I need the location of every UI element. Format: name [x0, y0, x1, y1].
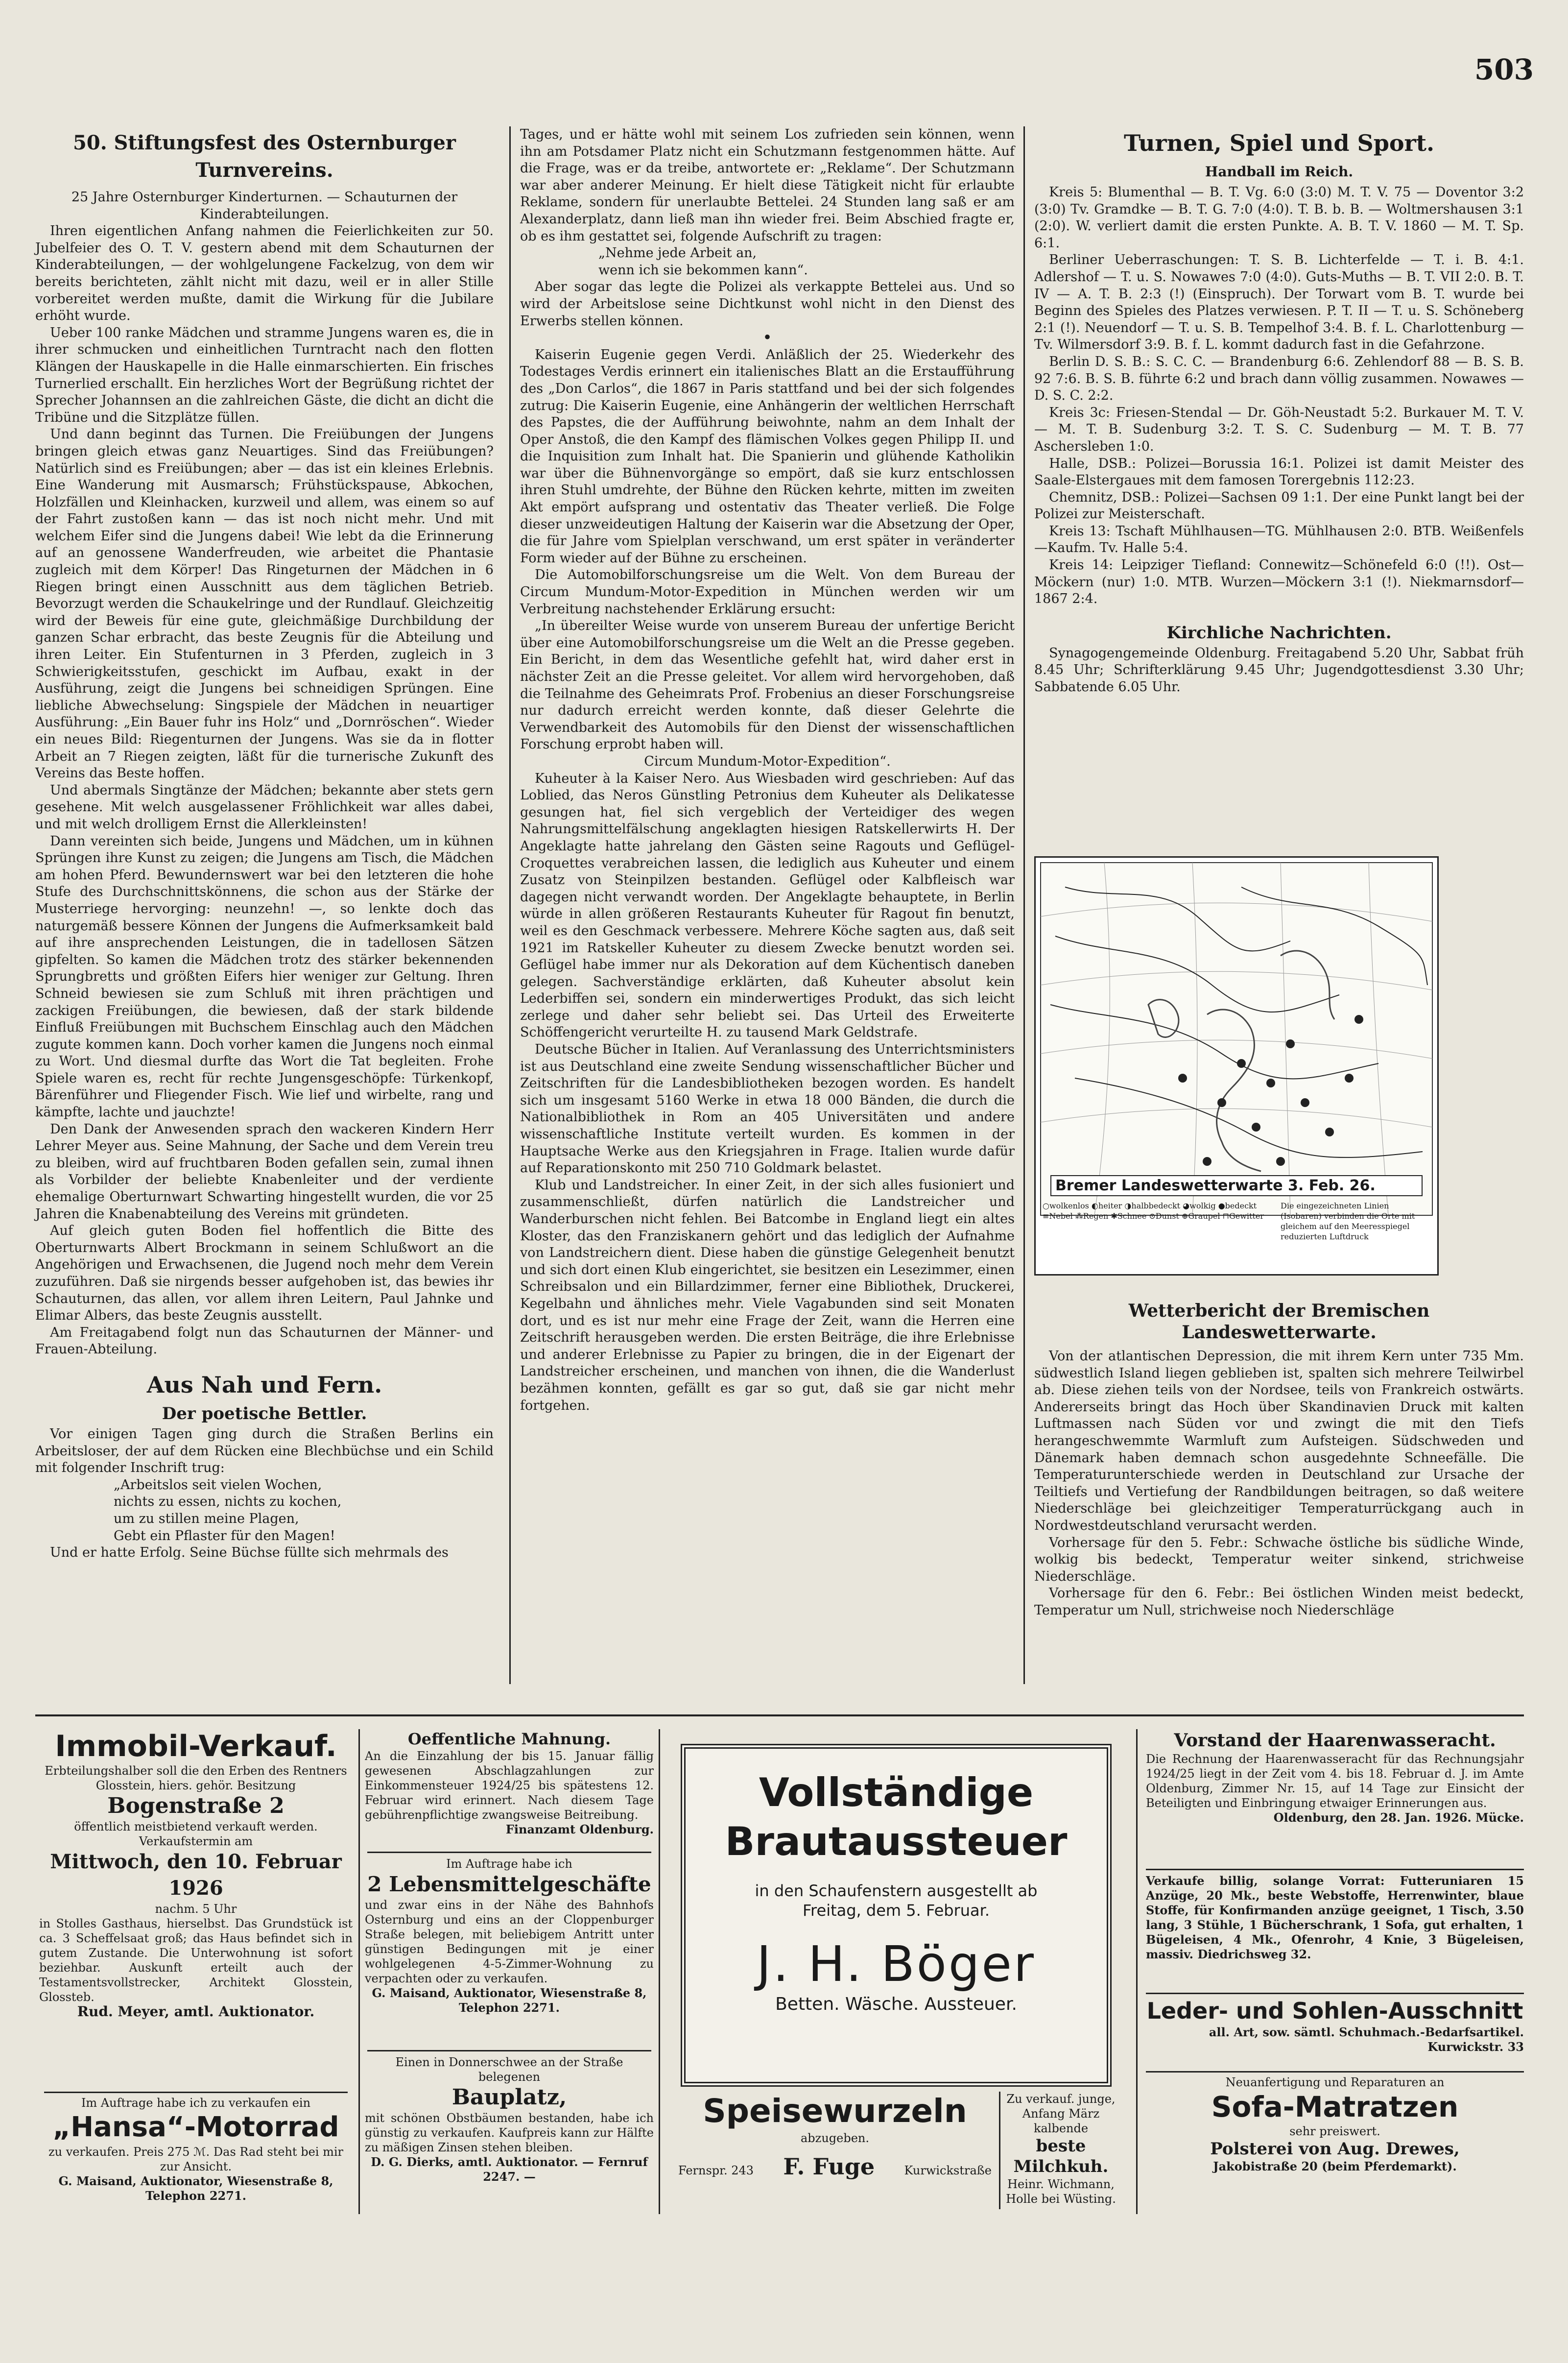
paragraph: Ihren eigentlichen Anfang nahmen die Feierlichkeiten zur 50. Jubelfeier des O. T. V. gestern abend mit dem Schauturnen der Kinderabteilungen, — der wohlgelungene Fackelzug, von dem wir bereits berichteten, zählt nicht mit dazu, weil er in aller Stille vorbereitet werden mußte, damit die Wirkung für die Jubilare erhöht wurde.: [35, 223, 494, 324]
paragraph: Tages, und er hätte wohl mit seinem Los zufrieden sein können, wenn ihn am Potsdamer Platz nicht ein Schutzmann festgenommen hätte. Auf die Frage, was er da treibe, antwortete er: „Reklame“. Der Schutzmann war aber anderer Meinung. Er hielt diese Tätigkeit nicht für erlaubte Reklame, sondern für unerlaubte Bettelei. 24 Stunden lang saß er am Alexanderplatz, dann ließ man ihn wieder frei. Beim Abschied fragte er, ob es ihm gestattet sei, folgende Aufschrift zu tragen:: [520, 127, 1015, 244]
paragraph: Am Freitagabend folgt nun das Schauturnen der Männer- und Frauen-Abteilung.: [35, 1325, 494, 1357]
ad-separator: [1146, 1869, 1524, 1870]
poem-line: nichts zu essen, nichts zu kochen,: [114, 1494, 342, 1510]
paragraph: Deutsche Bücher in Italien. Auf Veranlassung des Unterrichtsministers ist aus Deutschland eine zweite Sendung wissenschaftlicher Bücher und Zeitschriften für die Landesbibliotheken bezogen worden. Es handelt sich um insgesamt 5160 Werke in etwa 18 000 Bänden, die durch die Nationalbibliothek in Rom an 405 Universitäten und andere wissenschaftliche Institute verteilt wurden. Es kommen in der Hauptsache Werke aus den Kriegsjahren in Frage. Italien wurde dafür auf Reparationskonto mit 250 710 Goldmark belastet.: [520, 1042, 1015, 1176]
poem-line: „Nehme jede Arbeit an,: [598, 245, 757, 261]
ad-verkaufe-billig: [1146, 1874, 1524, 1991]
ad-date: Mittwoch, den 10. Februar 1926: [50, 1850, 342, 1900]
paragraph: Kreis 3c: Friesen-Stendal — Dr. Göh-Neustadt 5:2. Burkauer M. T. V. — M. T. B. Sudenburg 3:2. T. S. C. Sudenburg — M. T. B. 77 Aschersleben 1:0.: [1034, 405, 1524, 454]
ad-signature: Oldenburg, den 28. Jan. 1926. Mücke.: [1273, 1810, 1524, 1825]
article-title-stiftungsfest: 50. Stiftungsfest des Osternburger Turnvereins.: [73, 131, 456, 182]
ad-text: all. Art, sow. sämtl. Schuhmach.-Bedarfsartikel. Kurwickstr. 33: [1209, 2025, 1524, 2054]
ad-street: Kurwickstraße: [904, 2164, 992, 2177]
paragraph: Berliner Ueberraschungen: T. S. B. Lichterfelde — T. i. B. 4:1. Adlershof — T. u. S. Nowawes 7:0 (4:0). Guts-Muths — B. T. VII 2:0. B. T. IV — A. T. B. 2:3 (!) (Einspruch). Der Torwart vom B. T. wurde bei Beginn des Spieles des Platzes verwiesen. P. T. II — T. u. S. Schöneberg 2:1 (!). Neuendorf — T. u. S. B. Tempelhof 3:4. B. f. L. Charlottenburg — Tv. Wilmersdorf 3:9. B. f. L. kommt dadurch fast in die Gefahrzone.: [1034, 252, 1524, 353]
ad-text: in Stolles Gasthaus, hierselbst. Das Grundstück ist ca. 3 Scheffelsaat groß; das Haus befindet sich in gutem Zustande. Die Unterwohnung ist sofort beziehbar. Auskunft erteilt auch der Testamentsvollstrecker, Architekt Glosstein, Glossteb.: [39, 1917, 353, 2004]
ad-signature: G. Maisand, Auktionator, Wiesenstraße 8, Telephon 2271.: [58, 2174, 333, 2203]
ad-time: nachm. 5 Uhr: [155, 1902, 237, 1916]
ad-signature: G. Maisand, Auktionator, Wiesenstraße 8, Telephon 2271.: [372, 1986, 647, 2015]
ad-title: Vorstand der Haarenwasseracht.: [1174, 1730, 1496, 1751]
ad-subtitle: Betten. Wäsche. Aussteuer.: [775, 1994, 1017, 2014]
ad-title: Sofa-Matratzen: [1211, 2090, 1459, 2123]
ad-separator: [367, 1852, 651, 1853]
ad-brautaussteuer: [681, 1744, 1112, 2087]
article-title-bettler: Der poetische Bettler.: [162, 1403, 367, 1423]
paragraph: Und dann beginnt das Turnen. Die Freiübungen der Jungens bringen gleich etwas ganz Neuartiges. Sind das Freiübungen? Natürlich sind es Freiübungen; aber — das ist ein kleines Erlebnis. Eine Wanderung mit Ausmarsch; Frühstückspause, Abkochen, Holzfällen und Kleinhacken, kurzweil und allem, was einem so auf der Fahrt zustoßen kann — das ist noch nicht mehr. Und mit welchem Eifer sind die Jungens dabei! Wie lebt da die Erinnerung auf an genossene Wanderfreuden, wie arbeitet die Phantasie zugleich mit dem Körper! Das Ringeturnen der Mädchen in 6 Riegen bringt einen Ausschnitt aus dem täglichen Betrieb. Bevorzugt werden die Schaukelringe und der Rundlauf. Gleichzeitig wird der Beweis für eine gute, gleichmäßige Durchbildung der ganzen Schar erbracht, das beste Zeugnis für die Abteilung und ihren Leiter. Ein Stufenturnen in 3 Pferden, zugleich in 3 Schwierigkeitsstufen, geschickt im Aufbau, exakt in der Ausführung, zeigt die Jungens bei schneidigen Sprüngen. Eine liebliche Abwechselung: Singspiele der Mädchen in neuartiger Ausführung: „Ein Bauer fuhr ins Holz“ und „Dornröschen“. Wieder ein neues Bild: Riegenturnen der Jungens. Was sie da in flotter Arbeit an 7 Riegen zeigten, läßt für die turnerische Zukunft des Vereins das Beste hoffen.: [35, 427, 494, 781]
ad-text: Im Auftrage habe ich zu verkaufen ein: [81, 2096, 311, 2110]
ad-text: Im Auftrage habe ich: [446, 1857, 572, 1871]
weather-map-legend-left: ○wolkenlos ◐heiter ◑halbbedeckt ◕wolkig ●bedeckt ≡Nebel ⁂Regen ✱Schnee ⊙Dunst ⊕Graupel ⊓Gewitter: [1043, 1201, 1264, 1221]
paragraph: Kaiserin Eugenie gegen Verdi. Anläßlich der 25. Wiederkehr des Todestages Verdis erinnert ein italienisches Blatt an die Erstaufführung des „Don Carlos“, die 1867 in Paris stattfand und bei der sich folgendes zutrug: Die Kaiserin Eugenie, eine Anhängerin der weltlichen Herrschaft des Papstes, die der Aufführung beiwohnte, nahm an dem Inhalt der Oper Anstoß, die den Kampf des flämischen Volkes gegen Philipp II. und die Inquisition zum Inhalt hat. Die Spanierin und glühende Katholikin war über die Bühnenvorgänge so empört, daß sie kurz entschlossen ihren Stuhl umdrehte, der Bühne den Rücken kehrte, mitten im zweiten Akt empört aufsprang und ostentativ das Theater verließ. Die Folge dieser unzweideutigen Haltung der Kaiserin war die Absetzung der Oper, die für Jahre vom Spielplan verschwand, um erst später in veränderter Form wieder auf der Bühne zu erscheinen.: [520, 347, 1015, 566]
ad-title: „Hansa“-Motorrad: [52, 2111, 339, 2143]
paragraph: Auf gleich guten Boden fiel hoffentlich die Bitte des Oberturnwarts Albert Brockmann in seinem Schlußwort an die Angehörigen und Erwachsenen, die Jugend noch mehr dem Verein zuzuführen. Daß sie nirgends besser aufgehoben ist, das bewies ihr Schauturnen, das allen, vor allem ihren Leitern, Paul Jahnke und Elimar Albers, das beste Zeugnis ausstellt.: [35, 1223, 494, 1324]
ad-column-divider: [1136, 1729, 1138, 2214]
ad-title: Immobil-Verkauf.: [55, 1729, 337, 1763]
ad-text: Einen in Donnerschwee an der Straße belegenen: [395, 2055, 623, 2084]
paragraph: Vorhersage für den 5. Febr.: Schwache östliche bis südliche Winde, wolkig bis bedeckt, Temperatur weiter sinkend, strichweise Niederschläge.: [1034, 1535, 1524, 1584]
paragraph: Berlin D. S. B.: S. C. C. — Brandenburg 6:6. Zehlendorf 88 — B. S. B. 92 7:6. B. S. B. führte 6:2 und brach dann völlig zusammen. Nowawes — D. S. C. 2:2.: [1034, 354, 1524, 404]
ad-company-name: J. H. Böger: [757, 1935, 1036, 1993]
ad-footer: [678, 2153, 992, 2180]
ad-separator: [1146, 1993, 1524, 1994]
weather-report: [1034, 1297, 1524, 1619]
ad-text: zu verkaufen. Preis 275 ℳ. Das Rad steht bei mir zur Ansicht.: [48, 2145, 343, 2173]
paragraph: Klub und Landstreicher. In einer Zeit, in der sich alles fusioniert und zusammenschließt, dürfen natürlich die Landstreicher und Wanderburschen nicht fehlen. Bei Batcombe in England liegt ein altes Kloster, das den Franziskanern gehört und das lediglich der Aufnahme von Landstreichern dient. Diese haben die günstige Gelegenheit benutzt und sich dort einen Klub eingerichtet, sie besitzen ein Lesezimmer, einen Schreibsalon und ein Billardzimmer, ferner eine Bibliothek, Druckerei, Kegelbahn und ähnliches mehr. Viele Vagabunden sind seit Monaten dort, und es ist nur mehr eine Frage der Zeit, wann die Herren eine Zeitschrift herausgeben werden. Die ersten Beiträge, die ihre Erlebnisse und anderer Erlebnisse zu Papier zu bringen, die in der Eigenart der Landstreicher erscheinen, und manchen von ihnen, die die Wanderlust bezähmen konnten, gefällt es gar so gut, daß sie gar nicht mehr fortgehen.: [520, 1177, 1015, 1413]
paragraph: Kreis 13: Tschaft Mühlhausen—TG. Mühlhausen 2:0. BTB. Weißenfels—Kaufm. Tv. Halle 5:4.: [1034, 523, 1524, 556]
ad-leder-sohlen: [1146, 1997, 1524, 2070]
paragraph: Und abermals Singtänze der Mädchen; bekannte aber stets gern gesehene. Mit welch ausgelassener Fröhlichkeit war alles dabei, und mit welch drolligem Ernst die Allerkleinsten!: [35, 782, 494, 832]
ad-title: Oeffentliche Mahnung.: [407, 1730, 611, 1748]
column-1: [35, 126, 494, 1562]
column-divider: [509, 126, 511, 1684]
weather-map-caption: Bremer Landeswetterwarte 3. Feb. 26.: [1050, 1175, 1423, 1196]
ad-signature: Rud. Meyer, amtl. Auktionator.: [77, 2003, 315, 2020]
ad-lebensmittelgeschaefte: [365, 1857, 654, 2052]
column-2: [520, 126, 1015, 1414]
paragraph: Vorhersage für den 6. Febr.: Bei östlichen Winden meist bedeckt, Temperatur um Null, strichweise noch Niederschläge: [1034, 1586, 1524, 1618]
ad-sofa-matratzen: [1146, 2075, 1524, 2212]
ad-address: Bogenstraße 2: [107, 1793, 285, 1818]
ad-speisewurzeln: [678, 2092, 992, 2209]
ad-separator: [367, 2050, 651, 2051]
ad-text: mit schönen Obstbäumen bestanden, habe ich günstig zu verkaufen. Kaufpreis kann zur Hälfte zu mäßigen Zinsen stehen bleiben.: [365, 2111, 654, 2154]
separator-star: •: [763, 330, 772, 346]
paragraph: Vor einigen Tagen ging durch die Straßen Berlins ein Arbeitsloser, der auf dem Rücken eine Blechbüchse und ein Schild mit folgender Inschrift trug:: [35, 1426, 494, 1476]
ad-text: in den Schaufenstern ausgestellt ab Freitag, dem 5. Februar.: [755, 1881, 1038, 1920]
ad-hansa-motorrad: [39, 2096, 353, 2213]
section-title-aus-nah-und-fern: Aus Nah und Fern.: [146, 1371, 382, 1398]
column-3: [1034, 126, 1524, 696]
ads-divider: [35, 1714, 1524, 1716]
paragraph: Kreis 14: Leipziger Tiefland: Connewitz—Schönefeld 6:0 (!!). Ost—Möckern (nur) 1:0. MTB. Wurzen—Möckern 3:1 (!). Niekmarnsdorf—1867 2:4.: [1034, 557, 1524, 607]
paragraph: Aber sogar das legte die Polizei als verkappte Bettelei aus. Und so wird der Arbeitslose seine Dichtkunst wohl nicht in den Dienst des Erwerbs stellen können.: [520, 279, 1015, 329]
signature: Circum Mundum-Motor-Expedition“.: [644, 753, 891, 769]
paragraph: Kreis 5: Blumenthal — B. T. Vg. 6:0 (3:0) M. T. V. 75 — Doventor 3:2 (3:0) Tv. Gramdke — B. T. G. 7:0 (4:0). T. B. b. B. — Woltmershausen 3:1 (2:0). W. verliert damit die ersten Punkte. A. B. T. V. 1860 — M. T. Sp. 6:1.: [1034, 185, 1524, 251]
ad-text: und zwar eins in der Nähe des Bahnhofs Osternburg und eins an der Cloppenburger Straße belegen, mit beliebigem Antritt unter günstigen Bedingungen mit je einer wohlgelegenen 4-5-Zimmer-Wohnung zu verpachten oder zu verkaufen.: [365, 1898, 654, 1985]
paragraph: Die Automobilforschungsreise um die Welt. Von dem Bureau der Circum Mundum-Motor-Expedition in München werden wir um Verbreitung nachstehender Erklärung ersucht:: [520, 567, 1015, 617]
ad-title-line2: Brautaussteuer: [725, 1819, 1068, 1864]
ad-separator: [44, 2092, 348, 2093]
ad-company-name: Polsterei von Aug. Drewes,: [1210, 2139, 1460, 2159]
ad-title: Bauplatz,: [451, 2085, 567, 2110]
paragraph: Synagogengemeinde Oldenburg. Freitagabend 5.20 Uhr, Sabbat früh 8.45 Uhr; Schrifterklärung 9.45 Uhr; Jugendgottesdienst 3.30 Uhr; Sabbatende 6.05 Uhr.: [1034, 645, 1524, 695]
paragraph: Von der atlantischen Depression, die mit ihrem Kern unter 735 Mm. südwestlich Island liegen geblieben ist, spalten sich mehrere Teilwirbel ab. Diese ziehen teils von der Nordsee, teils von Frankreich ostwärts. Andererseits bringt das Hoch über Skandinavien Druck mit kalten Luftmassen nach Süden vor und zwingt die mit den Tiefs herangeschwemmte Warmluft zum Aufsteigen. Südschweden und Dänemark haben demnach schon ausgedehnte Schneefälle. Die Temperaturunterschiede werden in Deutschland zur Ursache der Teiltiefs und Vertiefung der Randbildungen beitragen, so daß weitere Niederschläge bei gleichzeitiger Temperaturrückgang auch in Nordwestdeutschland verursacht werden.: [1034, 1349, 1524, 1533]
ad-text: Die Rechnung der Haarenwasseracht für das Rechnungsjahr 1924/25 liegt in der Zeit vom 4. bis 18. Februar d. J. im Amte Oldenburg, Zimmer Nr. 15, auf 14 Tage zur Einsicht der Beteiligten und Einbringung etwaiger Erinnerungen aus.: [1146, 1752, 1524, 1810]
paragraph: Ueber 100 ranke Mädchen und stramme Jungens waren es, die in ihrer schmucken und einheitlichen Turntracht nach den flotten Klängen der Hauskapelle in die Halle einmarschierten. Ein frisches Turnerlied erschallt. Ein herzliches Wort der Begrüßung richtet der Sprecher Johannsen an die zahlreichen Gäste, die dicht an dicht die Tribüne und die Sitzplätze füllen.: [35, 325, 494, 425]
ad-column-divider: [659, 1729, 660, 2214]
ad-text: Verkaufe billig, solange Vorrat: Futteruniaren 15 Anzüge, 20 Mk., beste Webstoffe, Herrenwinter, blaue Stoffe, für Konfirmanden anzüge geeignet, 1 Tisch, 3.50 lang, 3 Stühle, 1 Bücherschrank, 1 Sofa, gut erhalten, 1 Bügeleisen, 4 Mk., Ofenrohr, 4 Knie, 3 Bügeleisen, massiv. Diedrichsweg 32.: [1146, 1874, 1524, 1961]
ad-text: abzugeben.: [801, 2131, 869, 2145]
paragraph: Und er hatte Erfolg. Seine Büchse füllte sich mehrmals des: [50, 1545, 449, 1561]
section-title-wetterbericht: Wetterbericht der Bremischen Landeswetterwarte.: [1128, 1301, 1430, 1343]
paragraph: Den Dank der Anwesenden sprach den wackeren Kindern Herr Lehrer Meyer aus. Seine Mahnung, der Sache und dem Verein treu zu bleiben, wird auf fruchtbaren Boden gefallen sein, zumal ihnen als Vorbilder der beliebte Knabenleiter und der verdiente ehemalige Oberturnwart Schwarting hingestellt wurden, die vor 25 Jahren die Knabenabteilung des Vereins mit gründeten.: [35, 1121, 494, 1222]
paragraph: Dann vereinten sich beide, Jungens und Mädchen, um in kühnen Sprüngen ihre Kunst zu zeigen; die Jungens am Tisch, die Mädchen am hohen Pferd. Bewundernswert war bei den letzteren die hohe Stufe des Durchschnittskönnens, die schon aus der Stärke der Musterriege hervorging: neunzehn! —, so lenkte doch das naturgemäß bessere Können der Jungens die Aufmerksamkeit bald auf ihre ansprechenden Leistungen, die in tadellosen Sätzen gipfelten. So kamen die Mädchen trotz des stärker bekennenden Sprungbretts und größten Eifers hier weniger zur Geltung. Ihren Schneid bewiesen sie zum Schluß mit ihren prächtigen und zackigen Freiübungen, die bewiesen, daß der stark bildende Einfluß Freiübungen mit Buchschem Einschlag auch den Mädchen zugute kommen kann. Doch vorher kamen die Jungens noch einmal zu Wort. Und diesmal durfte das Wort die Tat begleiten. Frohe Spiele waren es, recht für rechte Jungensgeschöpfe: Türkenkopf, Bärenführer und Fliegender Fisch. Wie lief und wirbelte, rang und kämpfte, lachte und jauchzte!: [35, 833, 494, 1120]
ad-address: Jakobistraße 20 (beim Pferdemarkt).: [1213, 2159, 1457, 2173]
subheading-handball: Handball im Reich.: [1205, 164, 1354, 180]
ad-column-divider: [358, 1729, 360, 2214]
paragraph: Kuheuter à la Kaiser Nero. Aus Wiesbaden wird geschrieben: Auf das Loblied, das Neros Günstling Petronius dem Kuheuter als Delikatesse gesungen hat, fiel sich vergeblich der Verteidiger des wegen Nahrungsmittelfälschung angeklagten hiesigen Ratskellerwirts H. Der Angeklagte hatte jahrelang den Gästen seine Ragouts und Geflügel-Croquettes verabreichen lassen, die lediglich aus Kuheuter und einem Zusatz von Steinpilzen bestanden. Geflügel oder Kalbfleisch war dagegen nicht verwandt worden. Der Angeklagte behauptete, in Berlin würde in allen größeren Restaurants Kuheuter für Ragout fin benutzt, weil es den Geschmack verbessere. Mehrere Köche sagten aus, daß seit 1921 im Ratskeller Kuheuter zu diesem Zwecke benutzt worden sei. Geflügel habe immer nur als Dekoration auf dem Küchentisch daneben gelegen. Sachverständige erklärten, daß Kuheuter absolut kein Lederbiffen sei, sondern ein minderwertiges Produkt, das sich leicht zerlege und daher sehr beliebt sei. Das Urteil des Erweiterte Schöffengericht verurteilte H. zu tausend Mark Geldstrafe.: [520, 771, 1015, 1040]
ad-immobil-verkauf: [39, 1729, 353, 2101]
ad-haarenwasseracht: [1146, 1729, 1524, 1866]
ad-title: beste Milchkuh.: [1013, 2136, 1109, 2176]
poem-line: um zu stillen meine Plagen,: [114, 1511, 299, 1526]
ad-signature: Finanzamt Oldenburg.: [505, 1822, 654, 1836]
ad-title: Leder- und Sohlen-Ausschnitt: [1146, 1998, 1523, 2024]
section-title-sport: Turnen, Spiel und Sport.: [1123, 130, 1435, 156]
ad-phone: Fernspr. 243: [678, 2164, 754, 2177]
paragraph: Chemnitz, DSB.: Polizei—Sachsen 09 1:1. Der eine Punkt langt bei der Polizei zur Meisterschaft.: [1034, 489, 1524, 522]
column-divider: [1023, 126, 1025, 1684]
ad-signature: D. G. Dierks, amtl. Auktionator. — Fernruf 2247. —: [371, 2155, 648, 2184]
ad-title: Speisewurzeln: [703, 2092, 967, 2130]
paragraph: Halle, DSB.: Polizei—Borussia 16:1. Polizei ist damit Meister des Saale-Elstergaues mit dem famosen Torergebnis 112:23.: [1034, 456, 1524, 488]
ad-text: Heinr. Wichmann, Holle bei Wüsting.: [1006, 2177, 1116, 2206]
article-subtitle: 25 Jahre Osternburger Kinderturnen. — Schauturnen der Kinderabteilungen.: [71, 190, 458, 222]
ad-text: Erbteilungshalber soll die den Erben des Rentners Glosstein, hiers. gehör. Besitzung: [45, 1764, 347, 1792]
weather-map: [1034, 856, 1439, 1276]
ad-bauplatz: [365, 2055, 654, 2212]
ad-title: 2 Lebensmittelgeschäfte: [367, 1872, 651, 1896]
section-title-kirchliche: Kirchliche Nachrichten.: [1166, 623, 1392, 643]
ad-text: öffentlich meistbietend verkauft werden. Verkaufstermin am: [74, 1820, 318, 1848]
paragraph: „In übereilter Weise wurde von unserem Bureau der unfertige Bericht über eine Automobilforschungsreise um die Welt an die Presse gegeben. Ein Bericht, in dem das Wesentliche gefehlt hat, wird daher erst in nächster Zeit an die Presse geleitet. Vor allem wird hervorgehoben, daß die Teilnahme des Geheimrats Prof. Frobenius an dieser Forschungsreise nur dadurch erreicht werden konnte, daß dieser Gelehrte die Verwendbarkeit des Automobils für den Dienst der wissenschaftlichen Forschung erprobt haben will.: [520, 618, 1015, 752]
weather-map-legend-right: Die eingezeichneten Linien (Isobaren) verbinden die Orte mit gleichem auf den Meeresspiegel reduzierten Luftdruck: [1281, 1201, 1415, 1241]
poem-line: wenn ich sie bekommen kann“.: [598, 262, 808, 278]
ad-milchkuh: [999, 2092, 1121, 2209]
poem-line: Gebt ein Pflaster für den Magen!: [114, 1528, 335, 1543]
ad-text: sehr preiswert.: [1289, 2124, 1380, 2138]
poem-line: „Arbeitslos seit vielen Wochen,: [114, 1477, 322, 1493]
ad-separator: [1146, 2071, 1524, 2073]
ad-oeffentliche-mahnung: [365, 1729, 654, 1876]
ad-company-name: F. Fuge: [783, 2153, 875, 2180]
ad-text: Zu verkauf. junge, Anfang März kalbende: [1006, 2092, 1116, 2135]
ad-text: An die Einzahlung der bis 15. Januar fällig gewesenen Abschlagzahlungen zur Einkommensteuer 1924/25 bis spätestens 12. Februar wird erinnert. Nach diesem Tage gebührenpflichtige zwangsweise Beitreibung.: [365, 1749, 654, 1822]
ad-text: Neuanfertigung und Reparaturen an: [1225, 2075, 1445, 2089]
weather-map-drawing: [1036, 858, 1437, 1220]
page-number: 503: [1474, 53, 1534, 86]
ad-title-line1: Vollständige: [759, 1770, 1034, 1815]
